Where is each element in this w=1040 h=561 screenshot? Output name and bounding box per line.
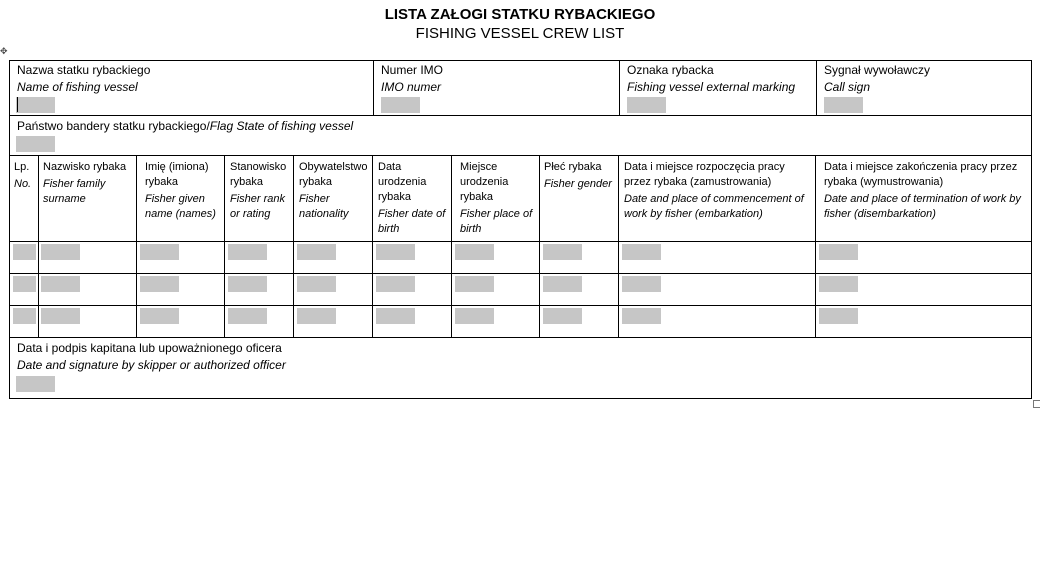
call-sign-field[interactable] bbox=[824, 97, 863, 113]
col-header-date-of-birth: Data urodzenia rybaka Fisher date of birth bbox=[378, 161, 446, 235]
flag-state-cell bbox=[17, 118, 1017, 135]
col-header-given-name: Imię (imiona) rybaka Fisher given name (names) bbox=[145, 161, 216, 220]
crew-place-of-birth-field[interactable] bbox=[455, 276, 494, 292]
crew-place-of-birth-field[interactable] bbox=[455, 308, 494, 324]
crew-surname-field[interactable] bbox=[41, 244, 80, 260]
crew-gender-field[interactable] bbox=[543, 308, 582, 324]
imo-label: Numer IMO bbox=[381, 63, 444, 77]
document-subtitle: FISHING VESSEL CREW LIST bbox=[415, 25, 625, 42]
crew-no-field[interactable] bbox=[13, 244, 36, 260]
crew-embarkation-field[interactable] bbox=[622, 308, 661, 324]
crew-rank-field[interactable] bbox=[228, 244, 267, 260]
text-cursor bbox=[17, 97, 18, 112]
crew-disembarkation-field[interactable] bbox=[819, 276, 858, 292]
vessel-name-cell bbox=[17, 62, 367, 96]
crew-date-of-birth-field[interactable] bbox=[376, 276, 415, 292]
flag-state-label: Państwo bandery statku rybackiego/ bbox=[17, 119, 210, 133]
crew-gender-field[interactable] bbox=[543, 244, 582, 260]
crew-surname-field[interactable] bbox=[41, 308, 80, 324]
crew-no-field[interactable] bbox=[13, 308, 36, 324]
signature-label: Data i podpis kapitana lub upoważnionego oficera bbox=[17, 341, 282, 355]
table-resize-handle[interactable] bbox=[1033, 400, 1040, 408]
marking-cell bbox=[627, 62, 812, 96]
crew-date-of-birth-field[interactable] bbox=[376, 308, 415, 324]
crew-rank-field[interactable] bbox=[228, 276, 267, 292]
vessel-name-field[interactable] bbox=[16, 97, 55, 113]
crew-disembarkation-field[interactable] bbox=[819, 308, 858, 324]
call-sign-label-en: Call sign bbox=[824, 80, 871, 94]
crew-given-name-field[interactable] bbox=[140, 276, 179, 292]
col-header-place-of-birth: Miejsce urodzenia rybaka Fisher place of birth bbox=[460, 161, 533, 235]
crew-date-of-birth-field[interactable] bbox=[376, 244, 415, 260]
flag-state-field[interactable] bbox=[16, 136, 55, 152]
crew-nationality-field[interactable] bbox=[297, 244, 336, 260]
signature-field[interactable] bbox=[16, 376, 55, 392]
col-header-surname: Nazwisko rybaka Fisher family surname bbox=[43, 161, 127, 205]
crew-gender-field[interactable] bbox=[543, 276, 582, 292]
col-header-disembarkation: Data i miejsce zakończenia pracy przez rybaka (wymustrowania) Date and place of termination of work by fisher (disembarkation) bbox=[824, 161, 1021, 220]
col-header-embarkation: Data i miejsce rozpoczęcia pracy przez rybaka (zamustrowania) Date and place of commencement of work by fisher (embarkation) bbox=[624, 161, 804, 220]
vessel-name-label: Nazwa statku rybackiego bbox=[17, 63, 151, 77]
call-sign-cell bbox=[824, 62, 1024, 96]
marking-field[interactable] bbox=[627, 97, 666, 113]
flag-state-label-en: Flag State of fishing vessel bbox=[209, 119, 354, 133]
marking-label: Oznaka rybacka bbox=[627, 63, 714, 77]
imo-cell bbox=[381, 62, 611, 96]
imo-label-en: IMO numer bbox=[381, 80, 442, 94]
col-header-nationality: Obywatelstwo rybaka Fisher nationality bbox=[299, 161, 368, 220]
crew-embarkation-field[interactable] bbox=[622, 276, 661, 292]
crew-place-of-birth-field[interactable] bbox=[455, 244, 494, 260]
vessel-name-label-en: Name of fishing vessel bbox=[17, 80, 138, 94]
col-header-gender: Płeć rybaka Fisher gender bbox=[544, 161, 612, 190]
crew-nationality-field[interactable] bbox=[297, 308, 336, 324]
crew-given-name-field[interactable] bbox=[140, 308, 179, 324]
call-sign-label: Sygnał wywoławczy bbox=[824, 63, 931, 77]
crew-no-field[interactable] bbox=[13, 276, 36, 292]
document-title: LISTA ZAŁOGI STATKU RYBACKIEGO bbox=[384, 6, 656, 23]
crew-given-name-field[interactable] bbox=[140, 244, 179, 260]
table-move-handle-icon[interactable]: ✥ bbox=[0, 46, 8, 56]
crew-rank-field[interactable] bbox=[228, 308, 267, 324]
crew-embarkation-field[interactable] bbox=[622, 244, 661, 260]
col-header-rank: Stanowisko rybaka Fisher rank or rating bbox=[230, 161, 287, 220]
signature-label-en: Date and signature by skipper or authorized officer bbox=[17, 358, 286, 372]
signature-cell bbox=[17, 340, 1017, 374]
marking-label-en: Fishing vessel external marking bbox=[627, 80, 796, 94]
imo-field[interactable] bbox=[381, 97, 420, 113]
crew-surname-field[interactable] bbox=[41, 276, 80, 292]
crew-disembarkation-field[interactable] bbox=[819, 244, 858, 260]
col-header-no: Lp. No. bbox=[14, 161, 32, 190]
crew-nationality-field[interactable] bbox=[297, 276, 336, 292]
